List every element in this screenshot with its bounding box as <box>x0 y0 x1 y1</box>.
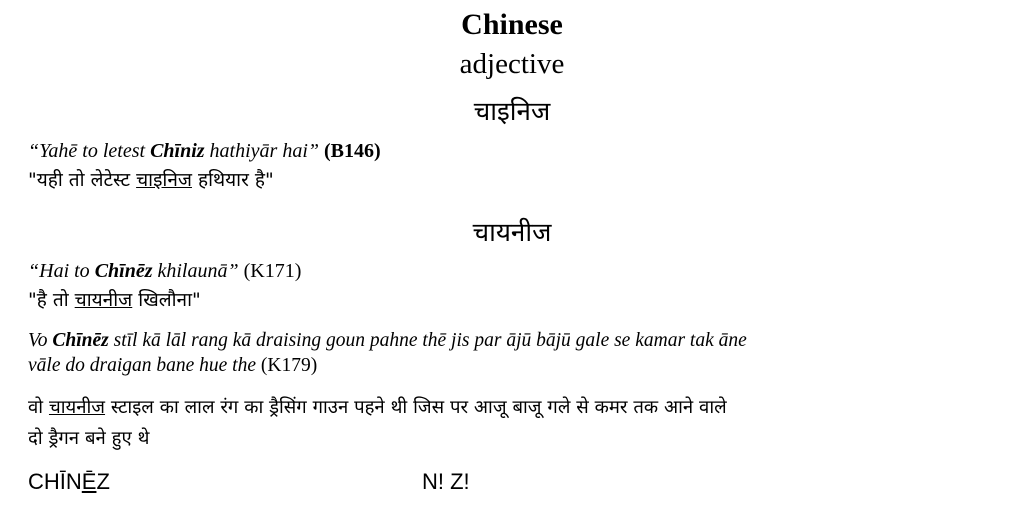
dev-text: "है तो <box>28 289 75 311</box>
dev-text: स्टाइल का लाल रंग का ड्रैसिंग गाउन पहने थी जिस पर आजू बाजू गले से कमर तक आने वाले <box>105 397 727 418</box>
translit-text: “Yahē to letest <box>28 140 151 162</box>
sense-heading-1: चाइनिज <box>473 97 551 127</box>
example-3-transliteration-line1 <box>28 330 747 352</box>
keyword: Chīniz <box>150 140 205 162</box>
pronunciation-part: CHĪN <box>28 469 82 494</box>
dev-text: हथियार है" <box>191 169 274 191</box>
example-2-devanagari <box>28 286 201 312</box>
pronunciation-part: Z <box>96 469 110 494</box>
grammar-tag: N! Z! <box>422 469 470 494</box>
source-reference: (B146) <box>324 140 381 162</box>
example-2-transliteration <box>28 260 301 283</box>
translit-text: khilaunā” <box>152 260 239 282</box>
keyword-underlined: चायनीज <box>48 397 106 418</box>
keyword-underlined: चाइनिज <box>136 169 192 191</box>
pronunciation <box>28 469 110 495</box>
example-1-transliteration <box>28 140 381 163</box>
translit-text: Vo <box>28 330 53 351</box>
example-3-devanagari-line1 <box>28 394 727 419</box>
part-of-speech: adjective <box>459 48 565 80</box>
pronunciation-stressed: Ē <box>81 469 97 494</box>
translit-text: “Hai to <box>28 260 95 282</box>
example-3-devanagari-line2 <box>28 425 149 450</box>
sense-heading-2: चायनीज <box>472 218 552 248</box>
dev-text: "यही तो लेटेस्ट <box>28 169 137 191</box>
translit-text: stīl kā lāl rang kā draising goun pahne thē jis par ājū bājū gale se kamar tak āne <box>108 330 747 351</box>
dev-text: दो ड्रैगन बने हुए थे <box>28 428 150 449</box>
keyword-underlined: चायनीज <box>74 289 133 311</box>
source-reference: (K171) <box>243 260 302 282</box>
translit-text: vāle do draigan bane hue the <box>28 355 256 376</box>
keyword: Chīnēz <box>94 260 153 282</box>
dev-text: वो <box>28 397 49 418</box>
headword: Chinese <box>461 8 563 41</box>
dev-text: खिलौना" <box>132 289 201 311</box>
example-1-devanagari <box>28 166 274 192</box>
translit-text: hathiyār hai” <box>204 140 319 162</box>
keyword: Chīnēz <box>52 330 109 351</box>
source-reference: (K179) <box>260 355 318 376</box>
example-3-transliteration-line2 <box>28 355 317 377</box>
